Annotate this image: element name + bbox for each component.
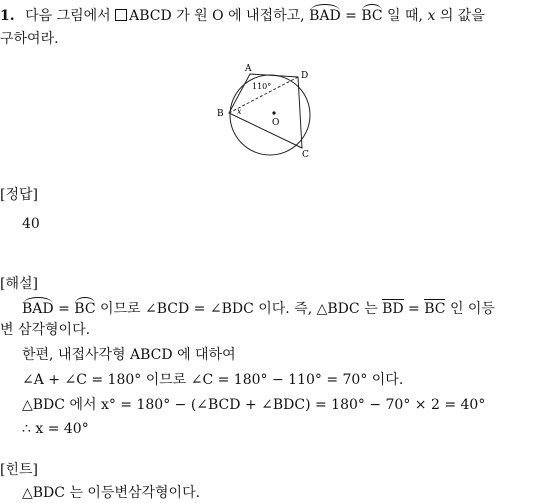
quad-name: ABCD — [129, 8, 172, 24]
question-part-2: 가 원 O 에 내접하고, — [176, 8, 305, 24]
explanation-line-2: 변 삼각형이다. — [0, 322, 91, 338]
question-number: 1. — [0, 8, 15, 24]
label-a: A — [245, 64, 252, 74]
variable-x: x — [427, 8, 436, 24]
explanation-line-3: 한편, 내접사각형 ABCD 에 대하여 — [22, 347, 236, 363]
explanation-line-6: ∴ x = 40° — [22, 421, 89, 437]
question-intro: 다음 그림에서 — [25, 8, 111, 24]
explanation-line-5: △BDC 에서 x° = 180° − (∠BCD + ∠BDC) = 180° − 70° × 2 = 40° — [22, 397, 486, 413]
arc-bad: BAD — [309, 4, 341, 25]
label-o: O — [272, 118, 280, 128]
equals-sign: = — [345, 8, 357, 24]
answer-heading: [정답] — [0, 187, 38, 203]
label-c: C — [302, 150, 309, 160]
explanation-text-1: 이므로 ∠BCD = ∠BDC 이다. 즉, △BDC 는 — [99, 301, 378, 317]
square-symbol — [115, 9, 127, 21]
hint-text: △BDC 는 이등변삼각형이다. — [22, 485, 201, 501]
arc-bad: BAD — [22, 297, 54, 318]
explanation-text-2: 인 이등 — [449, 301, 495, 317]
angle-label-x: x — [237, 107, 242, 116]
question-line-1 — [0, 4, 485, 25]
label-d: D — [301, 71, 309, 81]
explanation-heading: [해설] — [0, 276, 38, 292]
equals-sign: = — [408, 301, 420, 317]
segment-bd: BD — [382, 301, 404, 317]
segment-bc: BC — [424, 301, 446, 317]
question-part-3: 일 때, — [387, 8, 423, 24]
arc-bc: BC — [74, 297, 95, 318]
explanation-line-4: ∠A + ∠C = 180° 이므로 ∠C = 180° − 110° = 70° 이다. — [22, 372, 404, 388]
label-b: B — [217, 109, 224, 119]
question-line-2: 구하여라. — [0, 31, 59, 47]
answer-value: 40 — [22, 216, 40, 232]
center-dot — [272, 111, 275, 114]
arc-bc: BC — [361, 4, 382, 25]
angle-label-110: 110° — [252, 82, 272, 91]
explanation-line-1 — [22, 297, 495, 318]
equals-sign: = — [58, 301, 70, 317]
circle-figure — [212, 60, 332, 170]
hint-heading: [힌트] — [0, 462, 38, 478]
question-part-4: 의 값을 — [439, 8, 485, 24]
